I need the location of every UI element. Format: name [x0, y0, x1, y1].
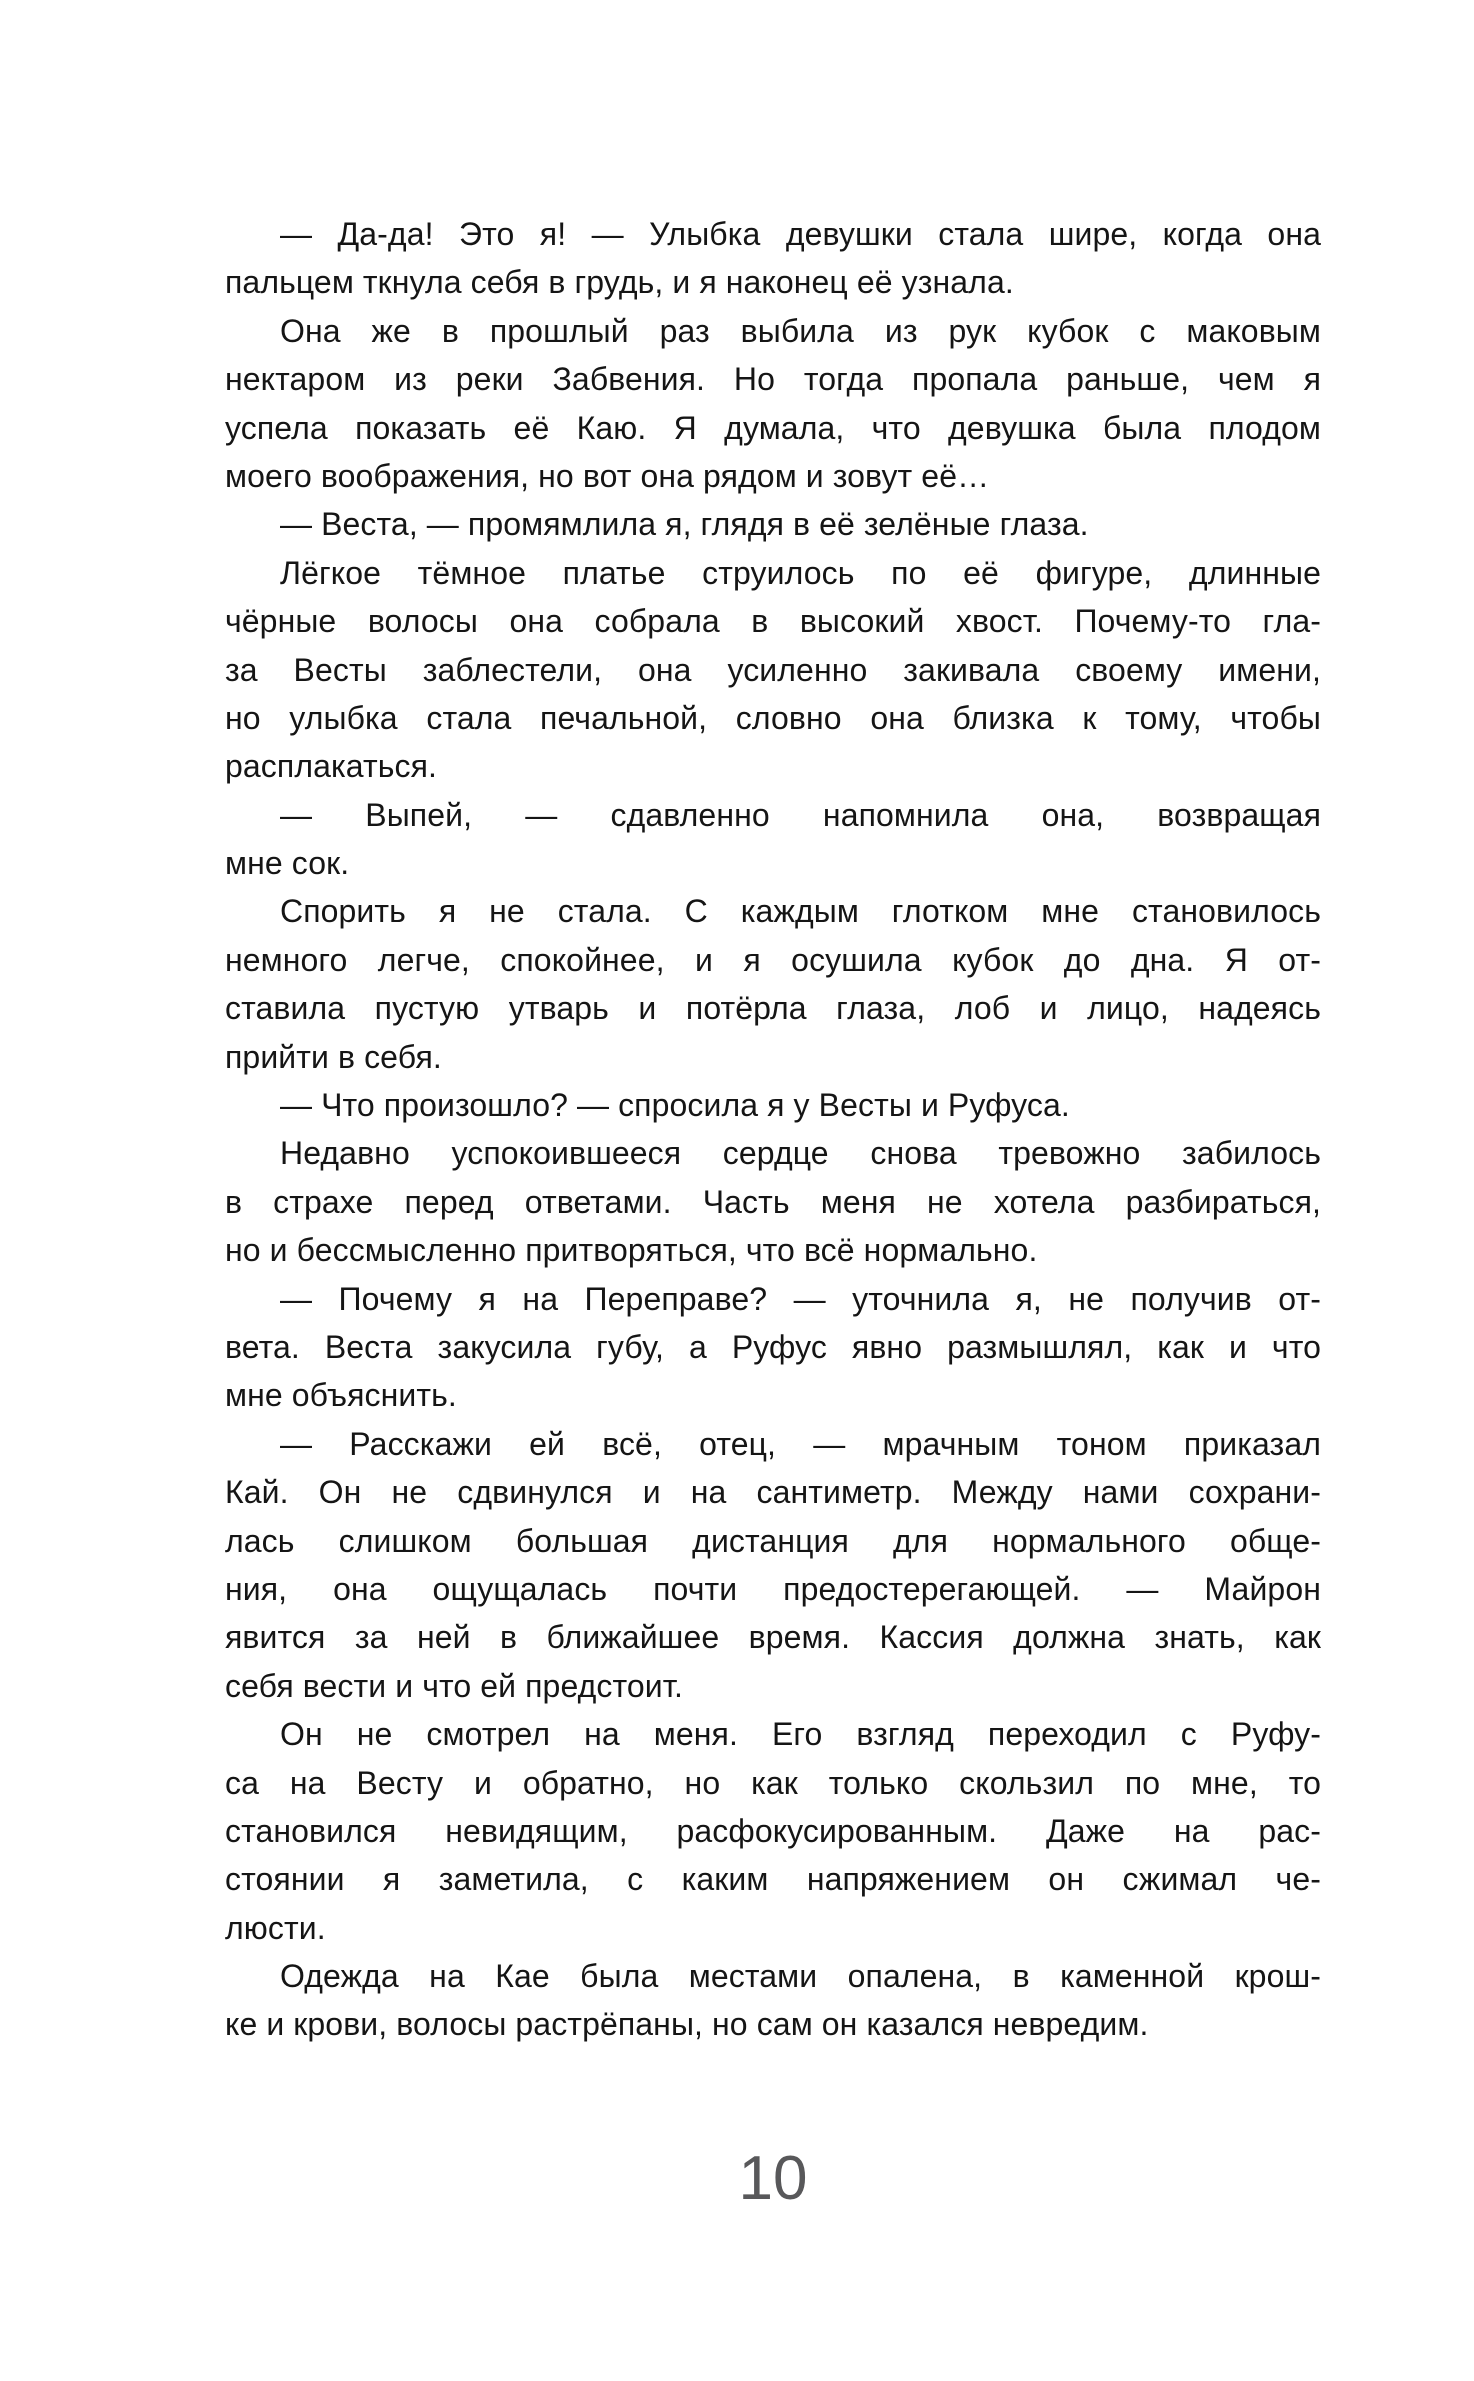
paragraph: [225, 307, 1321, 501]
text-line: Она же в прошлый раз выбила из рук кубок с маковым: [280, 312, 1321, 349]
text-line: пальцем ткнула себя в грудь, и я наконец её узнала.: [225, 264, 1014, 301]
text-line: Кай. Он не сдвинулся и на сантиметр. Между нами сохрани-: [225, 1474, 1321, 1511]
text-line: явится за ней в ближайшее время. Кассия должна знать, как: [225, 1619, 1321, 1656]
text-line: са на Весту и обратно, но как только скользил по мне, то: [225, 1764, 1321, 1801]
text-line: в страхе перед ответами. Часть меня не хотела разбираться,: [225, 1183, 1321, 1220]
text-line: за Весты заблестели, она усиленно закивала своему имени,: [225, 651, 1321, 688]
paragraph: [225, 500, 1321, 548]
page-number: 10: [738, 2144, 808, 2213]
text-line: Лёгкое тёмное платье струилось по её фигуре, длинные: [280, 554, 1321, 591]
text-line: — Выпей, — сдавленно напомнила она, возвращая: [280, 796, 1321, 833]
text-line: — Веста, — промямлила я, глядя в её зелёные глаза.: [280, 506, 1089, 543]
text-line: Недавно успокоившееся сердце снова тревожно забилось: [280, 1135, 1321, 1172]
paragraph: [225, 1275, 1321, 1420]
text-line: но улыбка стала печальной, словно она близка к тому, чтобы: [225, 699, 1321, 736]
text-line: ке и крови, волосы растрёпаны, но сам он казался невредим.: [225, 2006, 1149, 2043]
text-line: немного легче, спокойнее, и я осушила кубок до дна. Я от-: [225, 941, 1321, 978]
text-line: ставила пустую утварь и потёрла глаза, лоб и лицо, надеясь: [225, 990, 1321, 1027]
text-line: но и бессмысленно притворяться, что всё нормально.: [225, 1232, 1038, 1269]
paragraph: [225, 549, 1321, 791]
text-line: стоянии я заметила, с каким напряжением он сжимал че-: [225, 1861, 1321, 1898]
text-line: успела показать её Каю. Я думала, что девушка была плодом: [225, 409, 1321, 446]
text-line: Он не смотрел на меня. Его взгляд переходил с Руфу-: [280, 1716, 1321, 1753]
paragraph: [225, 887, 1321, 1081]
text-line: люсти.: [225, 1909, 326, 1946]
paragraph: [225, 1710, 1321, 1952]
text-line: становился невидящим, расфокусированным. Даже на рас-: [225, 1812, 1321, 1849]
text-line: прийти в себя.: [225, 1038, 442, 1075]
text-line: вета. Веста закусила губу, а Руфус явно размышлял, как и что: [225, 1328, 1321, 1365]
text-line: ния, она ощущалась почти предостерегающей. — Майрон: [225, 1570, 1321, 1607]
paragraph: [225, 791, 1321, 888]
paragraph: [225, 1420, 1321, 1710]
text-line: — Расскажи ей всё, отец, — мрачным тоном приказал: [280, 1425, 1321, 1462]
text-line: моего воображения, но вот она рядом и зовут её…: [225, 457, 990, 494]
text-line: — Да-да! Это я! — Улыбка девушки стала шире, когда она: [280, 216, 1321, 252]
text-line: Спорить я не стала. С каждым глотком мне становилось: [280, 893, 1321, 930]
paragraph: [225, 1952, 1321, 2049]
text-line: — Что произошло? — спросила я у Весты и Руфуса.: [280, 1087, 1070, 1124]
paragraph: [225, 1129, 1321, 1274]
text-block: [225, 210, 1321, 2049]
text-line: лась слишком большая дистанция для нормального обще-: [225, 1522, 1321, 1559]
text-line: мне сок.: [225, 845, 350, 882]
text-line: — Почему я на Переправе? — уточнила я, не получив от-: [280, 1280, 1321, 1317]
text-line: чёрные волосы она собрала в высокий хвост. Почему-то гла-: [225, 603, 1321, 640]
text-line: нектаром из реки Забвения. Но тогда пропала раньше, чем я: [225, 361, 1321, 398]
text-line: себя вести и что ей предстоит.: [225, 1667, 683, 1704]
text-line: мне объяснить.: [225, 1377, 457, 1414]
text-line: расплакаться.: [225, 748, 438, 785]
text-line: Одежда на Кае была местами опалена, в каменной крош-: [280, 1958, 1321, 1995]
paragraph: [225, 210, 1321, 307]
paragraph: [225, 1081, 1321, 1129]
